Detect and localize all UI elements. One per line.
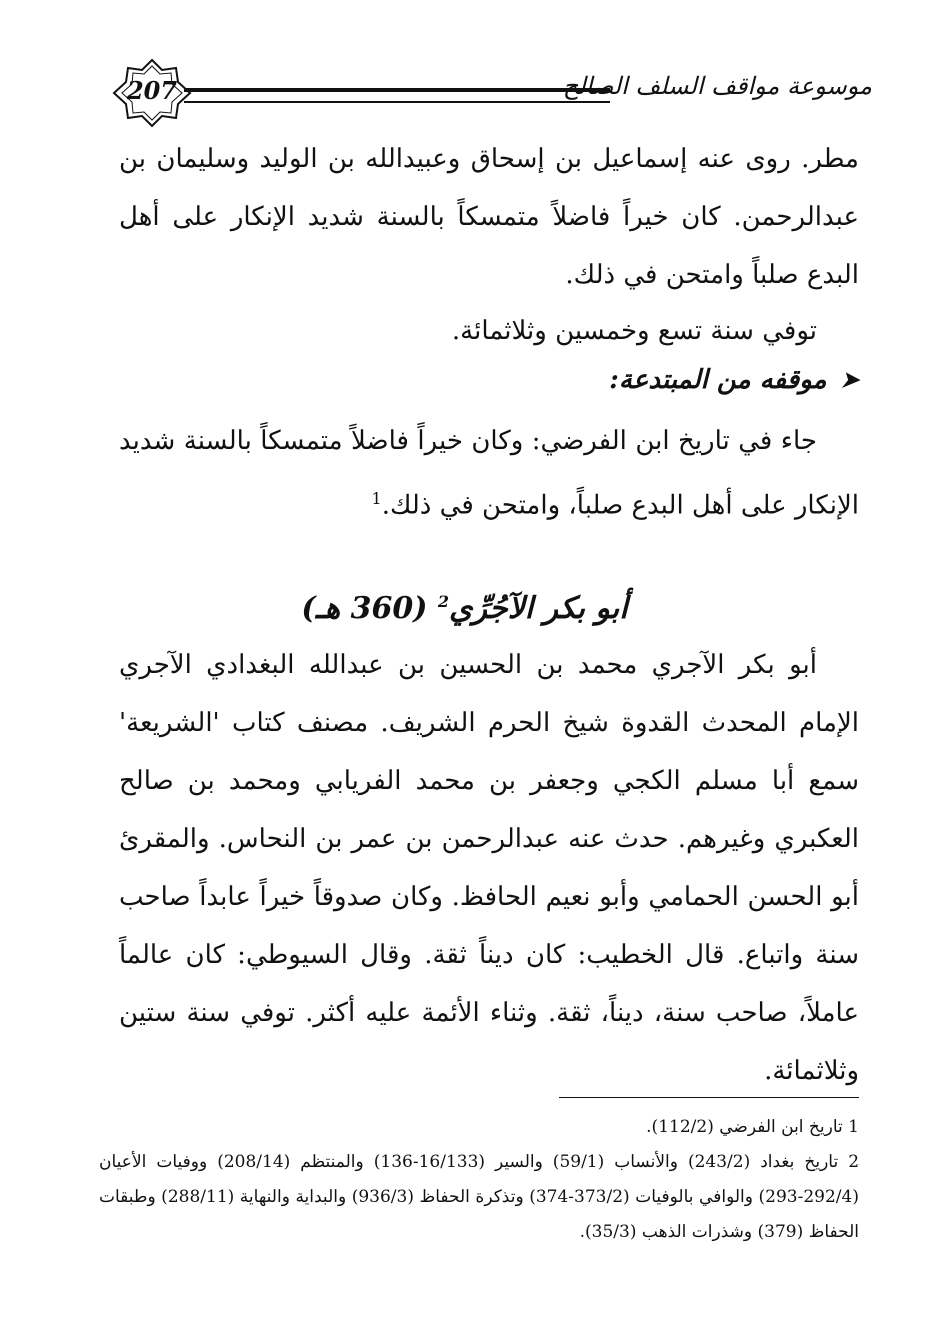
footnote-1: 1 تاريخ ابن الفرضي (112/2). <box>646 1117 859 1137</box>
footnote-2: 2 تاريخ بغداد (243/2) والأنساب (59/1) والسير (16/133-136) والمنتظم (208/14) ووفيات الأعيان (292/4-293) والوافي بالوفيات (373/2-374) وتذكرة الحفاظ (936/3) والبداية والنهاية (288/11) وطبقات الحفاظ (379) وشذرات الذهب (35/3). <box>99 1152 860 1242</box>
page-header <box>112 58 872 128</box>
biography-name: أبو بكر الآجُرِّي <box>449 591 628 626</box>
series-title: موسوعة مواقف السلف الصالح <box>562 72 872 100</box>
page-number: 207 <box>126 76 178 105</box>
footnote-ref-1: 1 <box>371 489 382 508</box>
paragraph-1: مطر. روى عنه إسماعيل بن إسحاق وعبيدالله بن الوليد وسليمان بن عبدالرحمن. كان خيراً فاضلاً متمسكاً بالسنة شديد الإنكار على أهل البدع صلباً وامتحن في ذلك. <box>119 144 859 290</box>
paragraph-3-text: جاء في تاريخ ابن الفرضي: وكان خيراً فاضلاً متمسكاً بالسنة شديد الإنكار على أهل البدع صلباً، وامتحن في ذلك. <box>119 426 859 521</box>
biography-title <box>0 572 929 639</box>
footnote-separator <box>559 1097 859 1098</box>
arrow-bullet-icon: ➤ <box>840 367 859 393</box>
paragraph-2: توفي سنة تسع وخمسين وثلاثمائة. <box>451 316 817 346</box>
paragraph-4: أبو بكر الآجري محمد بن الحسين بن عبدالله البغدادي الآجري الإمام المحدث القدوة شيخ الحرم الشريف. مصنف كتاب 'الشريعة' سمع أبا مسلم الكجي وجعفر بن محمد الفريابي ومحمد بن صالح العكبري وغيرهم. حدث عنه عبدالرحمن بن عمر بن النحاس. والمقرئ أبو الحسن الحمامي وأبو نعيم الحافظ. وكان صدوقاً خيراً عابداً صاحب سنة واتباع. قال الخطيب: كان ديناً ثقة. وقال السيوطي: كان عالماً عاملاً، صاحب سنة، ديناً، ثقة. وثناء الأئمة عليه أكثر. توفي سنة ستين وثلاثمائة. <box>119 650 859 1086</box>
subheading <box>119 358 859 402</box>
header-rule <box>184 88 610 103</box>
footnote-ref-2: 2 <box>437 592 450 611</box>
paragraph-3 <box>119 412 859 535</box>
subheading-text: موقفه من المبتدعة: <box>609 365 827 395</box>
biography-date: (360 هـ) <box>301 591 428 626</box>
page-number-badge <box>112 58 192 128</box>
footnotes <box>99 1110 859 1250</box>
